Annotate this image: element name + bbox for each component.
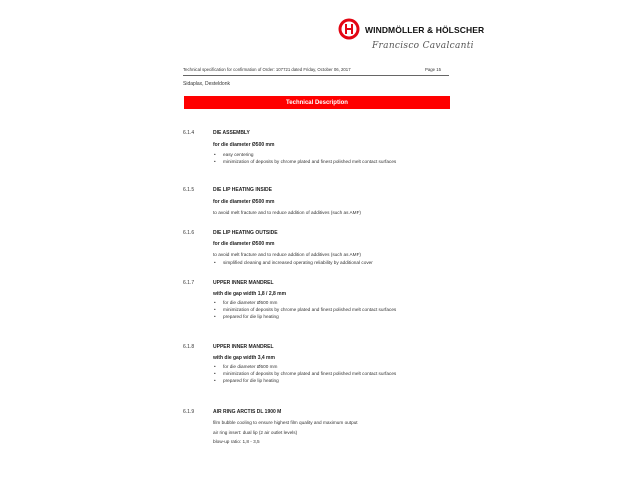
- bullet-list: [213, 260, 423, 267]
- section-title: DIE LIP HEATING OUTSIDE: [213, 230, 278, 236]
- section-number: 6.1.7: [183, 280, 195, 286]
- section-number: 6.1.6: [183, 230, 195, 236]
- section-title: UPPER INNER MANDREL: [213, 344, 274, 350]
- section-text-line: blow-up ratio: 1,8 - 3,5: [213, 439, 260, 444]
- section-subtitle: for die diameter Ø500 mm: [213, 199, 275, 205]
- section-subtitle: with die gap width 3,4 mm: [213, 355, 275, 361]
- section-title: DIE ASSEMBLY: [213, 130, 250, 136]
- list-item: • prepared for die lip heating: [213, 314, 423, 320]
- bullet-list: [213, 364, 423, 385]
- list-item: • prepared for die lip heating: [213, 378, 423, 384]
- section-number: 6.1.8: [183, 344, 195, 350]
- company-logo-icon: [338, 18, 360, 40]
- section-text: to avoid melt fracture and to reduce addition of additives (such as AMF): [213, 252, 361, 257]
- section-title: UPPER INNER MANDREL: [213, 280, 274, 286]
- section-banner: [184, 96, 450, 109]
- signature: Francisco Cavalcanti: [372, 41, 474, 51]
- list-item: • minimization of deposits by chrome plated and finest polished melt contact surfaces: [213, 159, 423, 165]
- section-subtitle: for die diameter Ø500 mm: [213, 142, 275, 148]
- list-item: • minimization of deposits by chrome plated and finest polished melt contact surfaces: [213, 371, 423, 377]
- section-title: DIE LIP HEATING INSIDE: [213, 187, 272, 193]
- header-divider: [183, 75, 449, 76]
- list-item: • for die diameter Ø500 mm: [213, 364, 423, 370]
- section-text: to avoid melt fracture and to reduce addition of additives (such as AMF): [213, 210, 361, 215]
- spec-line: Technical specification for confirmation of Order: 107721 dated Friday, October 06, 2017: [183, 67, 351, 72]
- spec-header: [183, 67, 449, 72]
- section-number: 6.1.9: [183, 409, 195, 415]
- page-number: Page 15: [424, 67, 441, 72]
- brand-name: WINDMÖLLER & HÖLSCHER: [365, 25, 485, 35]
- section-text-line: film bubble cooling to ensure highest film quality and maximum output: [213, 420, 358, 425]
- section-subtitle: for die diameter Ø500 mm: [213, 241, 275, 247]
- section-number: 6.1.4: [183, 130, 195, 136]
- list-item: • easy centering: [213, 152, 423, 158]
- client-name: Sidaplax, Desteldonk: [183, 81, 230, 87]
- bullet-list: [213, 300, 423, 321]
- section-subtitle: with die gap width 1,8 / 2,8 mm: [213, 291, 287, 297]
- section-title: AIR RING ARCTIS DL 1900 M: [213, 409, 282, 415]
- list-item: • simplified cleaning and increased operating reliability by additional cover: [213, 260, 423, 266]
- list-item: • minimization of deposits by chrome plated and finest polished melt contact surfaces: [213, 307, 423, 313]
- list-item: • for die diameter Ø500 mm: [213, 300, 423, 306]
- bullet-list: [213, 152, 423, 166]
- section-number: 6.1.5: [183, 187, 195, 193]
- banner-title: Technical Description: [286, 99, 348, 106]
- section-text-line: air ring insert: dual lip (2 air outlet levels): [213, 430, 298, 435]
